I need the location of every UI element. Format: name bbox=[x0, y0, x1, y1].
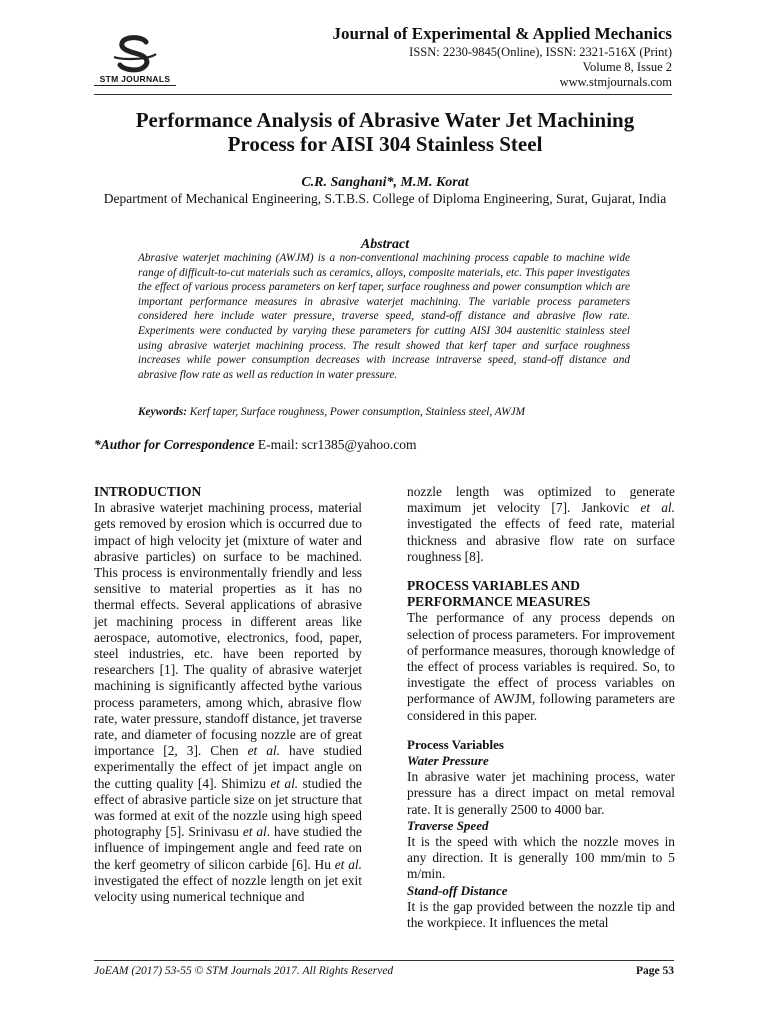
introduction-paragraph bbox=[94, 500, 362, 905]
logo-text: STM JOURNALS bbox=[99, 74, 171, 84]
keywords bbox=[138, 406, 638, 418]
volume-line: Volume 8, Issue 2 bbox=[582, 60, 672, 74]
right-column bbox=[407, 484, 675, 931]
footer-citation: JoEAM (2017) 53-55 © STM Journals 2017. All Rights Reserved bbox=[94, 965, 394, 977]
affiliation: Department of Mechanical Engineering, S.T.B.S. College of Diploma Engineering, Surat, Gujarat, India bbox=[103, 191, 667, 206]
authors: C.R. Sanghani*, M.M. Korat bbox=[301, 175, 469, 190]
page-number: Page 53 bbox=[635, 965, 674, 977]
section-heading-line-1: PROCESS VARIABLES AND bbox=[407, 578, 580, 594]
stm-logo-icon bbox=[94, 34, 176, 74]
water-pressure-heading: Water Pressure bbox=[407, 753, 489, 769]
issn-line: ISSN: 2230-9845(Online), ISSN: 2321-516X (Print) bbox=[409, 45, 672, 59]
intro-etal-1: et al. bbox=[247, 743, 281, 759]
intro-etal-5: et al. bbox=[640, 500, 675, 516]
intro-cont-text-2: investigated the effects of feed rate, material thickness and abrasive flow rate on surface roughness [8]. bbox=[407, 516, 675, 564]
journal-title: Journal of Experimental & Applied Mechanics bbox=[332, 24, 672, 43]
water-pressure-paragraph: In abrasive water jet machining process, water pressure has a direct impact on metal removal rate. It is generally 2500 to 4000 bar. bbox=[407, 769, 675, 817]
intro-cont-text-1: nozzle length was optimized to generate maximum jet velocity [7]. Jankovic bbox=[407, 484, 675, 516]
intro-etal-3: et al bbox=[242, 824, 267, 840]
correspondence-email: E-mail: scr1385@yahoo.com bbox=[254, 437, 417, 452]
header-rule bbox=[94, 94, 672, 95]
intro-text-4: . have studied the influence of impingement angle and feed rate on the kerf geometry of silicon carbide [6]. Hu bbox=[94, 824, 362, 872]
journal-logo bbox=[94, 34, 176, 90]
intro-text-3: studied the effect of abrasive particle size on jet structure that was formed at exit of the nozzle using high speed photography [5]. Srinivasu bbox=[94, 775, 362, 840]
traverse-speed-heading: Traverse Speed bbox=[407, 817, 489, 833]
traverse-speed-paragraph: It is the speed with which the nozzle moves in any direction. It is generally 100 mm/min to 5 m/min. bbox=[407, 834, 675, 882]
process-variables-section-heading bbox=[407, 578, 675, 610]
process-variables-subheading: Process Variables bbox=[407, 736, 504, 752]
abstract-heading: Abstract bbox=[360, 237, 410, 252]
footer-rule bbox=[94, 960, 674, 961]
abstract-body: Abrasive waterjet machining (AWJM) is a non-conventional machining process capable to machine wide range of difficult-to-cut materials such as ceramics, alloys, composite materials, etc. This paper investigates the effect of various process parameters on kerf taper, surface roughness and power consumption which are important performance measures in abrasive waterjet machining. The variable process parameters considered here include water pressure, traverse speed, stand-off distance and abrasive flow rate. Experiments were conducted by varying these parameters for cutting AISI 304 austenitic stainless steel using abrasive waterjet machining process. The result showed that kerf taper and surface roughness increases while power consumption decreases with increase intraverse speed, stand-off distance and abrasive flow rate as well as reduction in water pressure. bbox=[138, 252, 630, 381]
intro-text-2: have studied experimentally the effect of jet impact angle on the cutting quality [4]. Shimizu bbox=[94, 743, 362, 791]
section-heading-line-2: PERFORMANCE MEASURES bbox=[407, 594, 591, 610]
paper-title-line-1: Performance Analysis of Abrasive Water Jet Machining bbox=[135, 108, 635, 132]
paper-title bbox=[90, 108, 680, 156]
intro-text-5: investigated the effect of nozzle length on jet exit velocity using numerical technique and bbox=[94, 872, 362, 905]
introduction-heading: INTRODUCTION bbox=[94, 484, 202, 499]
process-variables-paragraph: The performance of any process depends on selection of process parameters. For improvement of performance measures, thorough knowledge of the effect of process variables is required. So, to investigate the effect of process variables on performance of AWJM, following parameters are considered in this paper. bbox=[407, 610, 675, 723]
correspondence-label: *Author for Correspondence bbox=[94, 437, 255, 452]
website-line: www.stmjournals.com bbox=[559, 75, 672, 89]
intro-etal-2: et al. bbox=[270, 775, 299, 791]
intro-continued-paragraph bbox=[407, 484, 675, 565]
paper-title-line-2: Process for AISI 304 Stainless Steel bbox=[227, 132, 543, 156]
stand-off-distance-paragraph: It is the gap provided between the nozzle tip and the workpiece. It influences the metal bbox=[407, 898, 675, 931]
keywords-label: Keywords: bbox=[138, 406, 187, 418]
correspondence bbox=[94, 437, 594, 453]
left-column bbox=[94, 484, 362, 905]
stand-off-distance-heading: Stand-off Distance bbox=[407, 882, 508, 898]
logo-underline bbox=[94, 85, 176, 86]
intro-etal-4: et al. bbox=[334, 856, 362, 872]
keywords-list: Kerf taper, Surface roughness, Power consumption, Stainless steel, AWJM bbox=[186, 406, 526, 418]
intro-text-1: In abrasive waterjet machining process, material gets removed by erosion which is occurred due to impact of high velocity jet (mixture of water and abrasive particles) on surface to be machined. This process is environmentally friendly and less sensitive to material properties as it has no thermal effects. Several applications of abrasive jet machining process in different areas like aerospace, automotive, electronics, food, paper, steel industries, etc. have been reported by researchers [1]. The quality of abrasive waterjet machining is significantly affected bythe various process parameters, among which, abrasive flow rate, water pressure, standoff distance, jet traverse rate, and diameter of focusing nozzle are of great importance [2, 3]. Chen bbox=[94, 500, 362, 759]
